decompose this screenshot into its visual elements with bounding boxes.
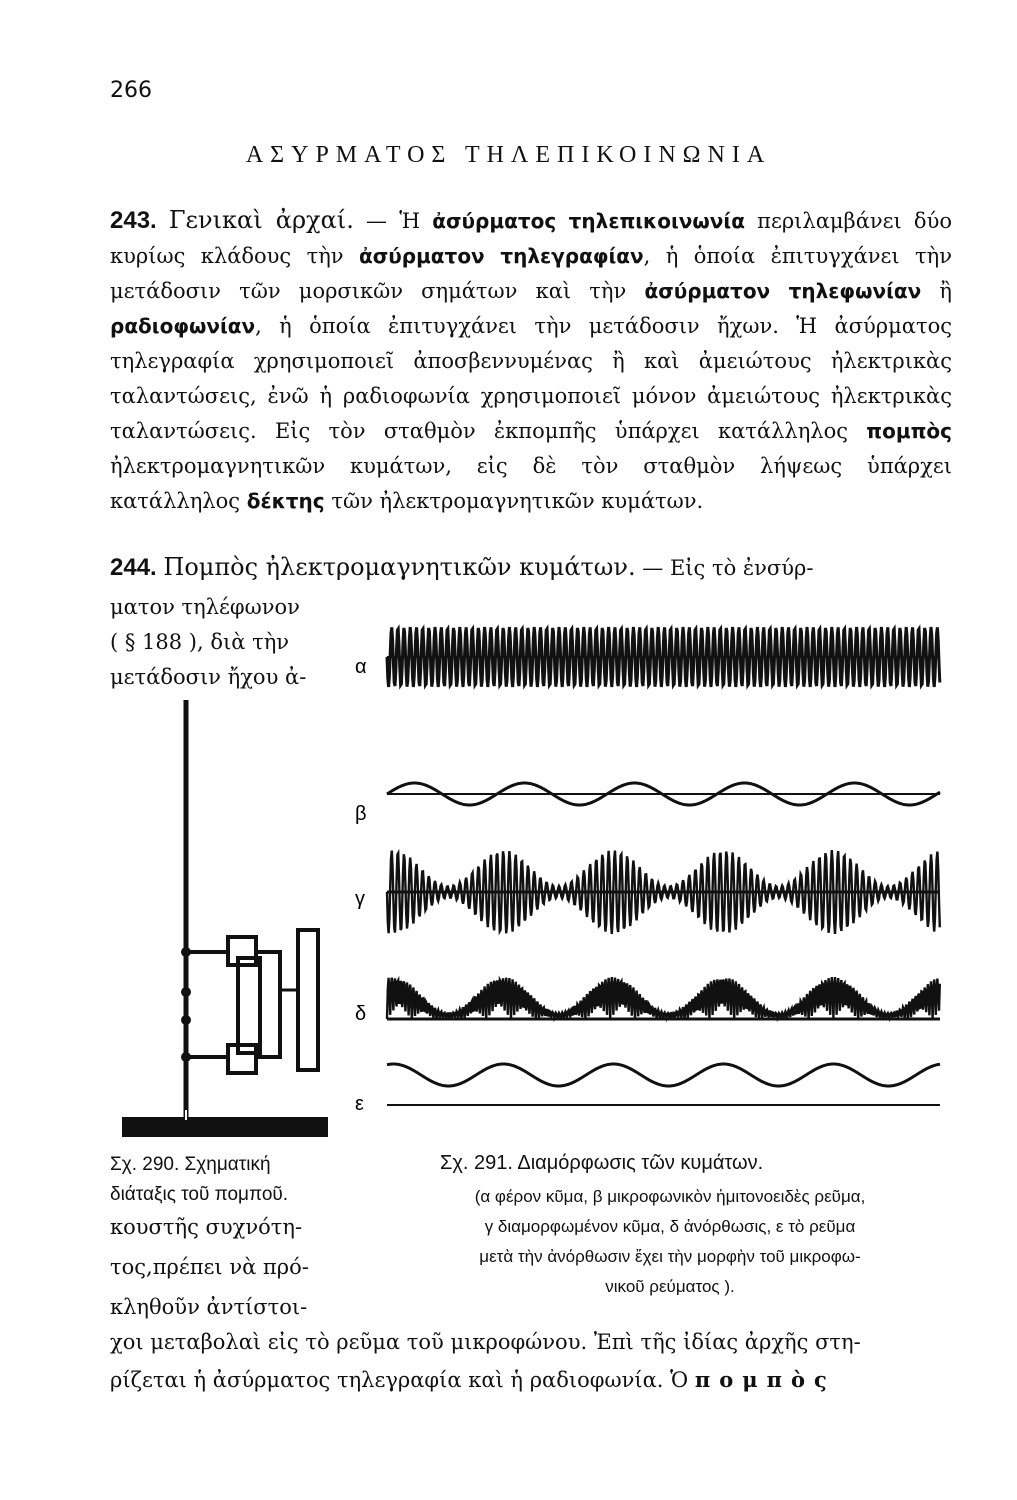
text: ἠλεκτρομαγνητικῶν κυμάτων, εἰς δὲ τὸν σταθμὸν λήψεως ὑπάρχει κατάλληλος	[110, 454, 952, 513]
caption-line: νικοῦ ρεύματος ).	[605, 1277, 735, 1296]
caption-line: μετὰ τὴν ἀνόρθωσιν ἔχει τὴν μορφὴν τοῦ μικροφω-	[479, 1247, 861, 1266]
text: τῶν ἠλεκτρομαγνητικῶν κυμάτων.	[324, 489, 704, 513]
wave-label-delta: δ	[355, 1003, 367, 1025]
text-line	[110, 1362, 960, 1398]
text: , ἡ ὁποία ἐπιτυγχάνει τὴν μετάδοσιν τῶν μορσικῶν σημάτων καὶ τὴν	[110, 244, 952, 303]
running-head: ΑΣΥΡΜΑΤΟΣ ΤΗΛΕΠΙΚΟΙΝΩΝΙΑ	[245, 142, 772, 168]
tube-body	[298, 930, 318, 1070]
spaced-term: πομπὸς	[694, 1367, 836, 1392]
section-title: Γενικαὶ ἀρχαί.	[168, 206, 354, 234]
bold-term: ἀσύρματος τηλεπικοινωνία	[432, 209, 745, 233]
wave-label-alpha: α	[355, 656, 367, 678]
coil-body	[238, 958, 260, 1053]
text-line: ματον τηλέφωνον	[110, 595, 300, 619]
figure-291-caption	[380, 1182, 960, 1302]
bold-term: ἀσύρματον τηλεφωνίαν	[644, 279, 922, 303]
text-line: χοι μεταβολαὶ εἰς τὸ ρεῦμα τοῦ μικροφώνου. Ἐπὶ τῆς ἰδίας ἀρχῆς στη-	[110, 1330, 861, 1354]
rectified-wave	[387, 977, 940, 1019]
bold-term: ἀσύρματον τηλεγραφίαν	[358, 244, 644, 268]
text: , ἡ ὁποία ἐπιτυγχάνει τὴν μετάδοσιν ἤχων. Ἡ ἀσύρματος τηλεγραφία χρησιμοποιεῖ ἀποσβεννυμένας ἢ καὶ ἀμειώτους ἠλεκτρικὰς ταλαντώσεις, ἐνῶ ἡ ραδιοφωνία χρησιμοποιεῖ μόνον ἀμειώτους ἠλεκτρικὰς ταλαντώσεις. Εἰς τὸν σταθμὸν ἐκπομπῆς ὑπάρχει κατάλληλος	[110, 314, 952, 443]
coil-end	[228, 1045, 256, 1073]
caption-line: γ διαμορφωμένον κῦμα, δ ἀνόρθωσις, ε τὸ ρεῦμα	[484, 1217, 856, 1236]
wave-label-gamma: γ	[355, 888, 365, 910]
bold-term: πομπὸς	[866, 419, 952, 443]
dash: —	[353, 209, 400, 233]
section-title: Πομπὸς ἠλεκτρομαγνητικῶν κυμάτων.	[163, 553, 636, 581]
figure-291-caption-title: Σχ. 291. Διαμόρφωσις τῶν κυμάτων.	[440, 1152, 764, 1174]
figure-290-caption	[110, 1150, 350, 1210]
text-line: τος,πρέπει νὰ πρό-	[110, 1255, 309, 1279]
figure-291-waveforms	[345, 605, 955, 1120]
text: Εἰς τὸ ἐνσύρ-	[669, 556, 814, 580]
section-number: 243.	[110, 207, 157, 234]
rectified-envelope	[387, 1064, 940, 1086]
caption-line: διάταξις τοῦ πομποῦ.	[110, 1184, 289, 1205]
text-line: ( § 188 ), διὰ τὴν	[110, 630, 290, 654]
junction-dot	[181, 1015, 191, 1025]
coil-end	[228, 937, 256, 965]
caption-line: Σχ. 290. Σχηματική	[110, 1154, 271, 1175]
figure-290-schematic	[110, 690, 350, 1145]
text-line: μετάδοσιν ἤχου ἀ-	[110, 665, 307, 689]
bold-term: δέκτης	[246, 489, 325, 513]
page-number: 266	[110, 78, 152, 103]
section-243-paragraph	[110, 203, 952, 519]
caption-line: (α φέρον κῦμα, β μικροφωνικὸν ἡμιτονοειδὲς ρεῦμα,	[474, 1187, 866, 1206]
wave-label-beta: β	[355, 803, 367, 825]
section-244-heading	[110, 550, 960, 586]
junction-dot	[181, 987, 191, 997]
ground-plate	[122, 1117, 328, 1137]
text: περιλαμβάνει δύο κυρίως κλάδους τὴν	[110, 209, 952, 268]
text: ἢ	[921, 279, 952, 303]
text: ρίζεται ἡ ἀσύρματος τηλεγραφία καὶ ἡ ραδιοφωνία. Ὁ	[110, 1368, 695, 1392]
section-number: 244.	[110, 554, 157, 581]
text: Ἡ	[399, 209, 433, 233]
wave-label-epsilon: ε	[355, 1093, 364, 1115]
bold-term: ραδιοφωνίαν	[110, 314, 256, 338]
dash: —	[635, 556, 670, 580]
text-line: κουστῆς συχνότη-	[110, 1215, 303, 1239]
text-line: κληθοῦν ἀντίστοι-	[110, 1295, 308, 1319]
